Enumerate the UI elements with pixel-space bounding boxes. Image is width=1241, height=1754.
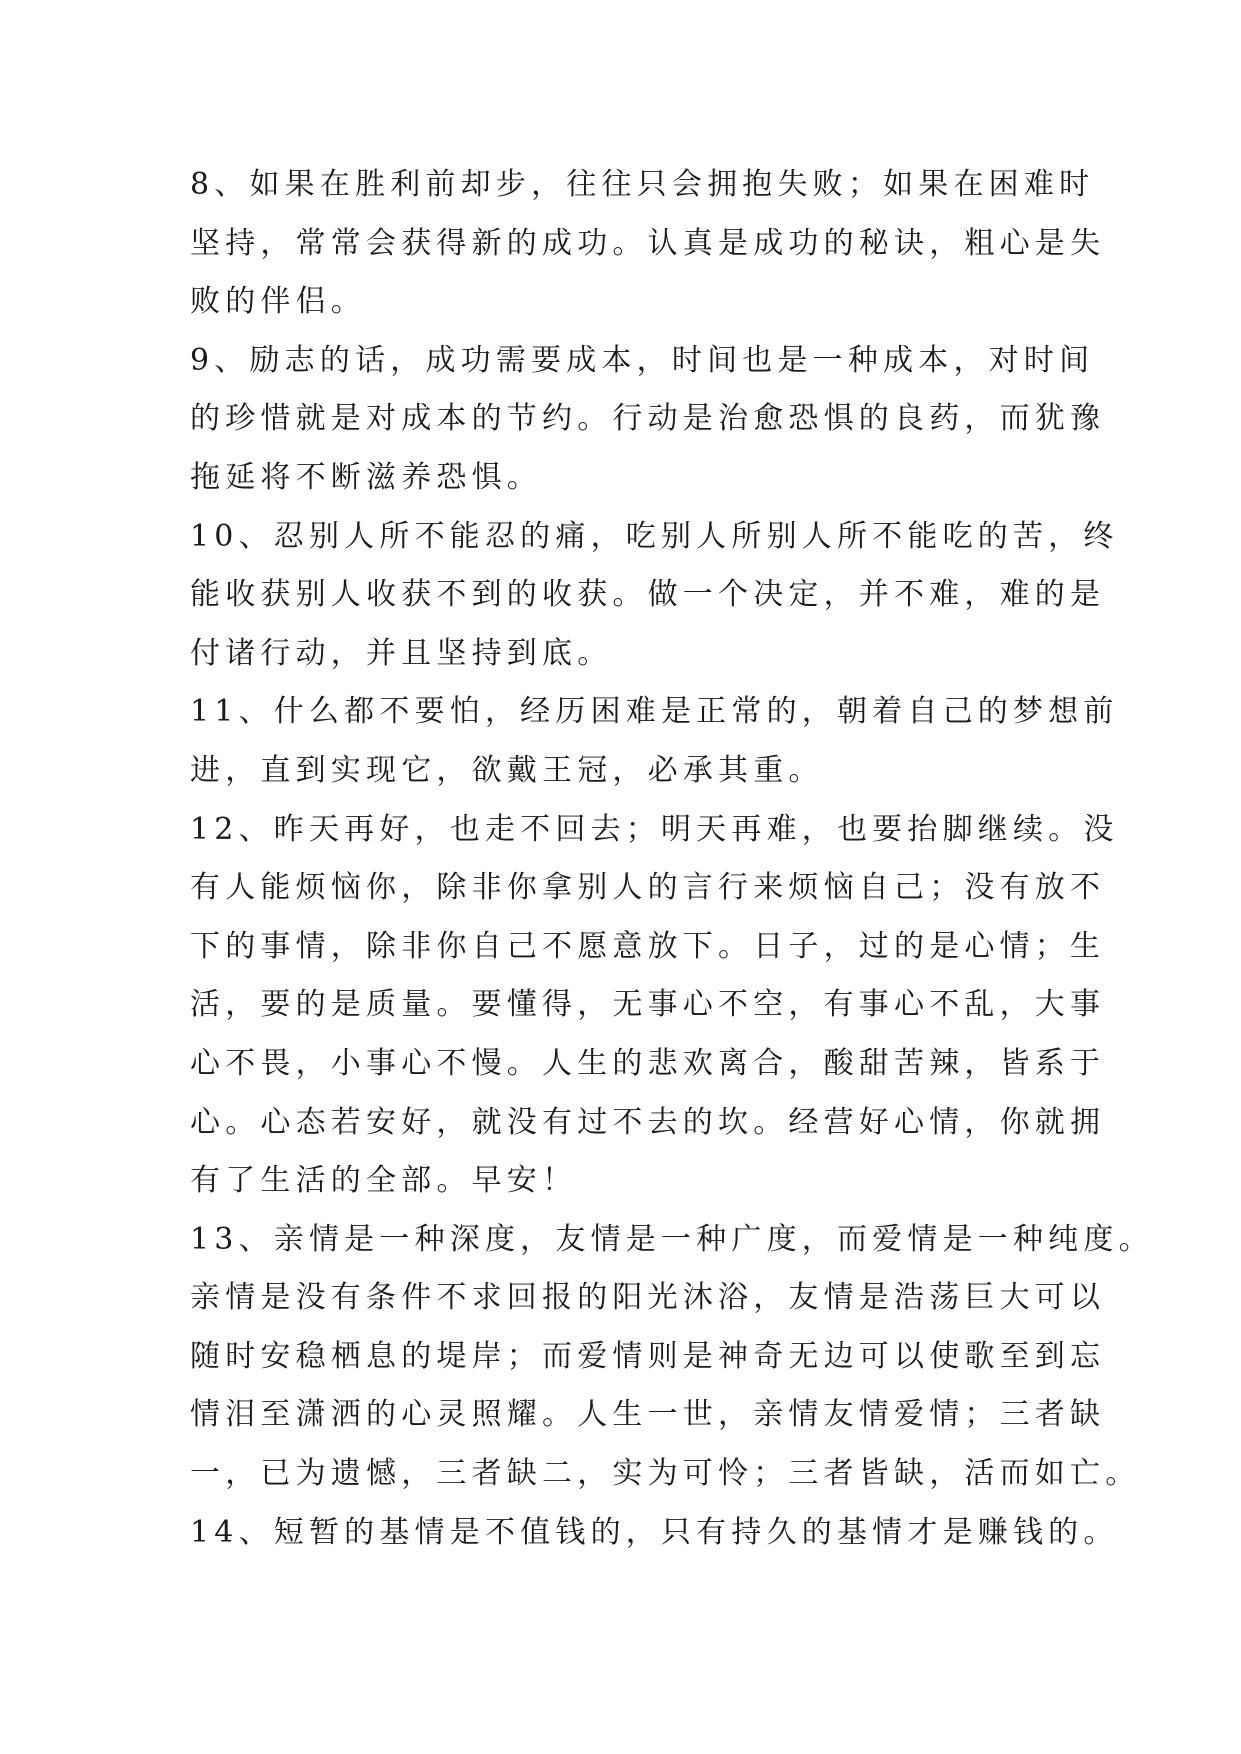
text-line: 能收获别人收获不到的收获。做一个决定，并不难，难的是 bbox=[190, 577, 1106, 613]
text-line: 10、忍别人所不能忍的痛，吃别人所别人所不能吃的苦，终 bbox=[190, 518, 1119, 554]
text-line: 拖延将不断滋养恐惧。 bbox=[190, 459, 542, 495]
text-line: 有人能烦恼你，除非你拿别人的言行来烦恼自己；没有放不 bbox=[190, 870, 1106, 906]
text-line: 败的伴侣。 bbox=[190, 284, 366, 320]
text-line: 随时安稳栖息的堤岸；而爱情则是神奇无边可以使歌至到忘 bbox=[190, 1338, 1106, 1374]
text-line: 付诸行动，并且坚持到底。 bbox=[190, 635, 613, 671]
text-line: 下的事情，除非你自己不愿意放下。日子，过的是心情；生 bbox=[190, 928, 1106, 964]
text-line: 14、短暂的基情是不值钱的，只有持久的基情才是赚钱的。 bbox=[190, 1514, 1119, 1550]
text-line: 8、如果在胜利前却步，往往只会拥抱失败；如果在困难时 bbox=[190, 167, 1095, 202]
text-line: 情泪至潇洒的心灵照耀。人生一世，亲情友情爱情；三者缺 bbox=[190, 1397, 1106, 1433]
text-line: 进，直到实现它，欲戴王冠，必承其重。 bbox=[190, 752, 824, 788]
text-line: 心不畏，小事心不慢。人生的悲欢离合，酸甜苦辣，皆系于 bbox=[190, 1045, 1106, 1081]
text-line: 9、励志的话，成功需要成本，时间也是一种成本，对时间 bbox=[190, 342, 1095, 378]
text-line: 的珍惜就是对成本的节约。行动是治愈恐惧的良药，而犹豫 bbox=[190, 401, 1106, 437]
text-line: 坚持，常常会获得新的成功。认真是成功的秘诀，粗心是失 bbox=[190, 225, 1106, 261]
text-line: 11、什么都不要怕，经历困难是正常的，朝着自己的梦想前 bbox=[190, 694, 1119, 730]
text-line: 活，要的是质量。要懂得，无事心不空，有事心不乱，大事 bbox=[190, 987, 1106, 1023]
text-line: 有了生活的全部。早安！ bbox=[190, 1163, 578, 1199]
text-line: 一，已为遗憾，三者缺二，实为可怜；三者皆缺，活而如亡。 bbox=[190, 1456, 1141, 1492]
text-line: 12、昨天再好，也走不回去；明天再难，也要抬脚继续。没 bbox=[190, 811, 1119, 847]
text-line: 13、亲情是一种深度，友情是一种广度，而爱情是一种纯度。 bbox=[190, 1221, 1154, 1257]
document-body bbox=[190, 156, 1154, 1562]
text-line: 心。心态若安好，就没有过不去的坎。经营好心情，你就拥 bbox=[190, 1104, 1106, 1140]
text-line: 亲情是没有条件不求回报的阳光沐浴，友情是浩荡巨大可以 bbox=[190, 1280, 1106, 1316]
